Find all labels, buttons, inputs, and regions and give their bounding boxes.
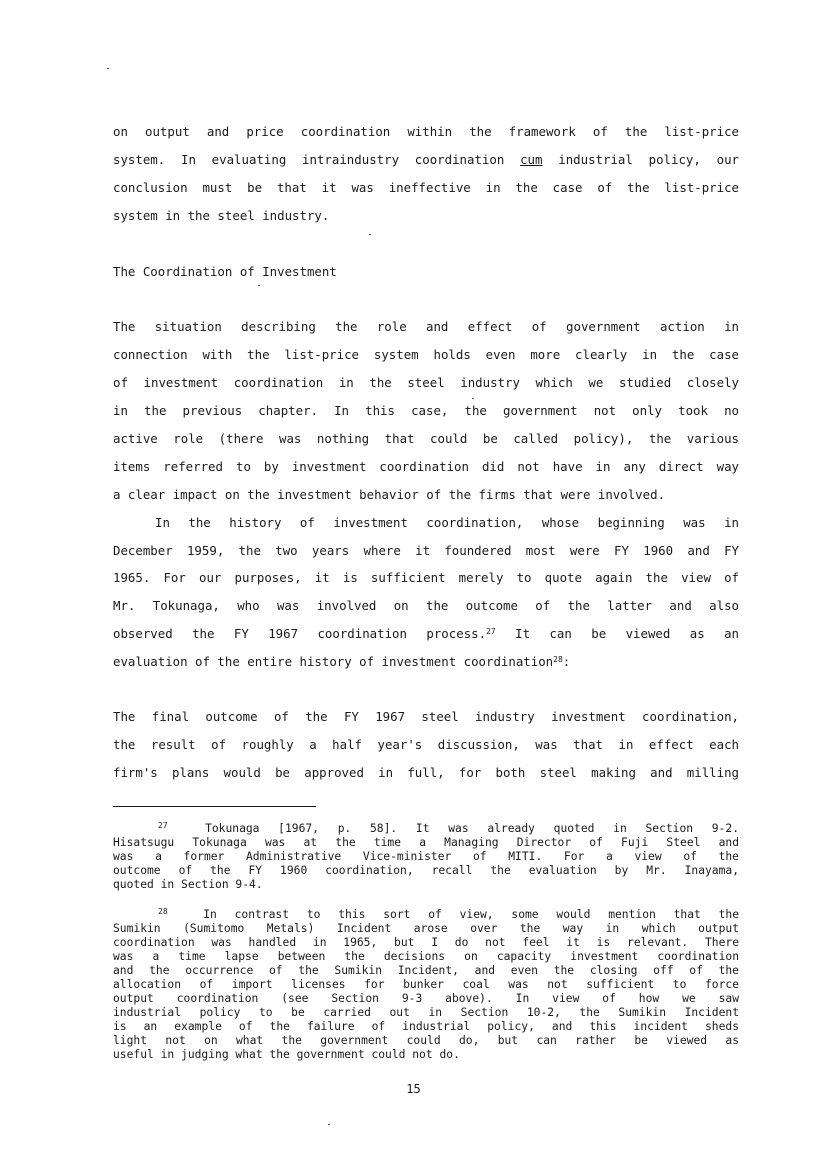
scan-speck <box>369 234 371 235</box>
paragraph-3-line-4: Mr. Tokunaga, who was involved on the outcome of the latter and also <box>113 598 739 613</box>
page-number: 15 <box>406 1082 421 1096</box>
footnote-28-line-11: useful in judging what the government could not do. <box>113 1048 460 1061</box>
footnote-27-line-2: Hisatsugu Tokunaga was at the time a Managing Director of Fuji Steel and <box>113 836 739 849</box>
paragraph-2-line-1: The situation describing the role and effect of government action in <box>113 319 739 334</box>
footnote-27-marker: 27 <box>158 821 168 830</box>
footnote-ref-28[interactable]: 28 <box>553 655 563 664</box>
paragraph-2-line-7: a clear impact on the investment behavior of the firms that were involved. <box>113 487 666 502</box>
paragraph-1-line-3: conclusion must be that it was ineffective in the case of the list-price <box>113 180 739 195</box>
paragraph-3-line-2: December 1959, the two years where it foundered most were FY 1960 and FY <box>113 543 739 558</box>
quote-line-1: The final outcome of the FY 1967 steel industry investment coordination, <box>113 709 739 724</box>
footnote-28-line-1: $^{28}$ In contrast to this sort of view, some would mention that the <box>158 907 739 921</box>
footnote-28-line-3: coordination was handled in 1965, but I do not feel it is relevant. There <box>113 936 739 949</box>
paragraph-2-line-6: items referred to by investment coordination did not have in any direct way <box>113 459 739 474</box>
scan-speck <box>472 398 474 399</box>
paragraph-1-line-4: system in the steel industry. <box>113 208 330 223</box>
section-heading: The Coordination of Investment <box>113 264 337 279</box>
paragraph-2-line-3: of investment coordination in the steel industry which we studied closely <box>113 375 739 390</box>
paragraph-1-line-1: on output and price coordination within the framework of the list-price <box>113 124 739 139</box>
paragraph-3-line-1: In the history of investment coordination, whose beginning was in <box>155 515 739 530</box>
footnote-28-line-5: and the occurrence of the Sumikin Incident, and even the closing off of the <box>113 964 739 977</box>
paragraph-2-line-5: active role (there was nothing that could be called policy), the various <box>113 431 739 446</box>
paragraph-2-line-4: in the previous chapter. In this case, the government not only took no <box>113 403 739 418</box>
footnote-27-line-4: outcome of the FY 1960 coordination, recall the evaluation by Mr. Inayama, <box>113 864 739 877</box>
scan-speck <box>328 1124 330 1125</box>
paragraph-3-line-3: 1965. For our purposes, it is sufficient merely to quote again the view of <box>113 570 739 585</box>
footnote-27-line-5: quoted in Section 9-4. <box>113 878 263 891</box>
footnote-separator <box>113 806 316 807</box>
footnote-28-line-8: industrial policy to be carried out in Section 10-2, the Sumikin Incident <box>113 1006 739 1019</box>
footnote-28-line-6: allocation of import licenses for bunker coal was not sufficient to force <box>113 978 739 991</box>
footnote-28-line-9: is an example of the failure of industrial policy, and this incident sheds <box>113 1020 739 1033</box>
scan-speck <box>107 68 109 69</box>
paragraph-2-line-2: connection with the list-price system holds even more clearly in the case <box>113 347 739 362</box>
footnote-ref-27[interactable]: 27 <box>486 627 496 636</box>
italic-term-cum: cum <box>520 152 543 167</box>
footnote-28-line-7: output coordination (see Section 9-3 above). In view of how we saw <box>113 992 739 1005</box>
paragraph-3-line-6: evaluation of the entire history of investment coordination$^{28}$: <box>113 654 571 669</box>
scan-speck <box>258 285 260 286</box>
footnote-28-marker: 28 <box>158 907 168 916</box>
footnote-28-line-4: was a time lapse between the decisions on capacity investment coordination <box>113 950 739 963</box>
footnote-27-line-1: $^{27}$ Tokunaga [1967, p. 58]. It was already quoted in Section 9-2. <box>158 821 739 835</box>
footnote-28-line-2: Sumikin (Sumitomo Metals) Incident arose over the way in which output <box>113 922 739 935</box>
footnote-27-line-3: was a former Administrative Vice-minister of MITI. For a view of the <box>113 850 739 863</box>
paragraph-3-line-5: observed the FY 1967 coordination process.$^{27}$ It can be viewed as an <box>113 626 740 641</box>
quote-line-2: the result of roughly a half year's discussion, was that in effect each <box>113 737 739 752</box>
footnote-28-line-10: light not on what the government could do, but can rather be viewed as <box>113 1034 739 1047</box>
quote-line-3: firm's plans would be approved in full, for both steel making and milling <box>113 765 739 780</box>
paragraph-1-line-2: system. In evaluating intraindustry coordination cum industrial policy, our <box>113 152 739 167</box>
